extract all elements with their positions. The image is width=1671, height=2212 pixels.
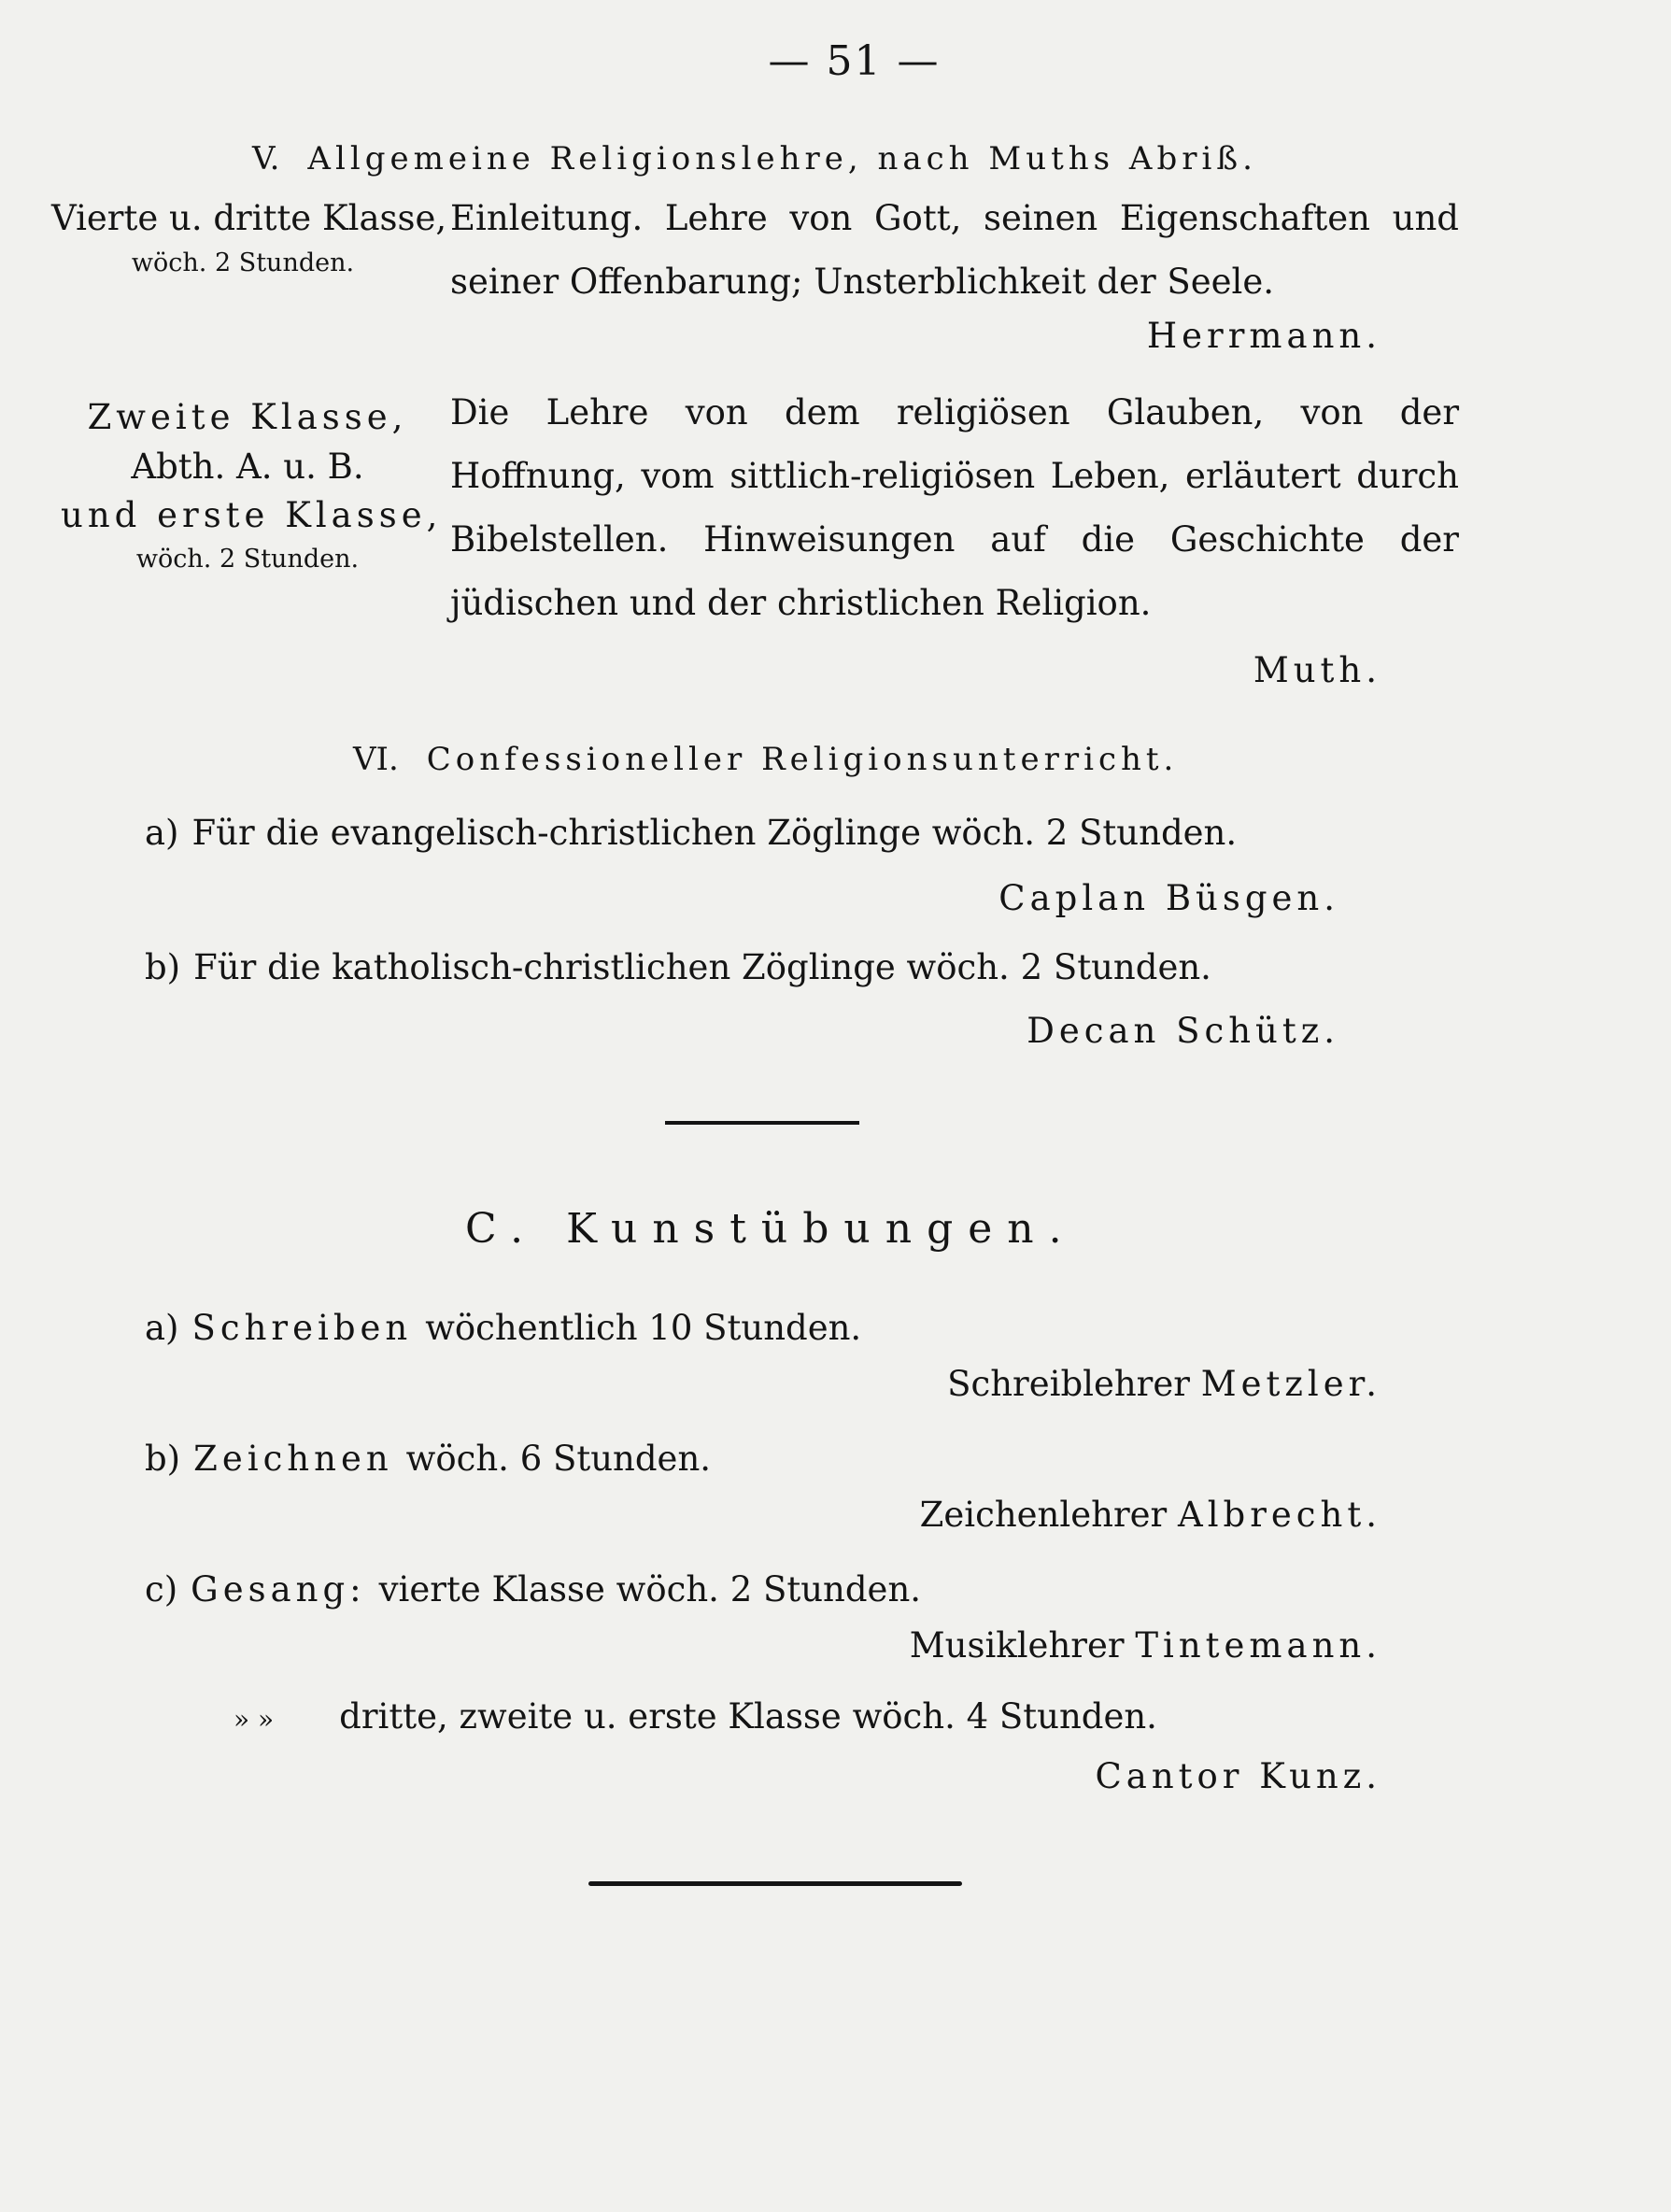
item-label: a)	[145, 813, 179, 853]
item-text: Für die evangelisch-christlichen Zöglinge wöch. 2 Stunden.	[191, 813, 1238, 853]
item-subject: Gesang:	[191, 1569, 366, 1609]
class-line-2: Abth. A. u. B.	[131, 447, 364, 487]
item-label: b)	[145, 1439, 181, 1479]
teacher-role: Musiklehrer	[909, 1625, 1125, 1666]
item-label: a)	[145, 1308, 179, 1348]
item-text: wöch. 6 Stunden.	[405, 1439, 712, 1479]
teacher-role: Schreiblehrer	[947, 1364, 1190, 1404]
section-vi-item-b	[145, 947, 1211, 987]
hours-label: wöch. 2 Stunden.	[135, 545, 360, 574]
item-subject: Zeichnen	[193, 1439, 393, 1479]
page-number: — 51 —	[768, 37, 941, 85]
section-c-heading: C. Kunstübungen.	[465, 1205, 1077, 1253]
teacher-signature	[910, 1625, 1381, 1666]
section-v-entry1-class	[51, 191, 447, 281]
section-c-item-c	[145, 1569, 921, 1609]
teacher-name: Metzler.	[1200, 1364, 1381, 1404]
section-v-title: Allgemeine Religionslehre, nach Muths Abriß.	[307, 140, 1257, 177]
teacher-signature: Cantor Kunz.	[1095, 1756, 1381, 1796]
class-line-3: und erste Klasse,	[61, 495, 443, 535]
teacher-name: Tintemann.	[1135, 1625, 1381, 1666]
end-rule	[588, 1881, 962, 1886]
class-label: Vierte u. dritte Klasse,	[51, 198, 447, 238]
hours-label: wöch. 2 Stunden.	[131, 248, 355, 277]
section-v-entry1-text: Einleitung. Lehre von Gott, seinen Eigenschaften und seiner Offenbarung; Unsterblichkeit der Seele.	[450, 198, 1459, 302]
teacher-signature: Herrmann.	[1146, 316, 1381, 356]
section-vi-number: VI.	[353, 741, 399, 778]
ditto-marks: » »	[234, 1704, 275, 1735]
item-text: vierte Klasse wöch. 2 Stunden.	[378, 1569, 922, 1609]
section-v-entry2-class	[61, 390, 443, 577]
section-v-number: V.	[252, 140, 280, 177]
item-text: wöchentlich 10 Stunden.	[425, 1308, 862, 1348]
class-line-1: Zweite Klasse,	[87, 397, 408, 437]
section-v-entry2-text: Die Lehre von dem religiösen Glauben, von der Hoffnung, vom sittlich-religiösen Leben, erläutert durch Bibelstellen. Hinweisungen auf die Geschichte der jüdischen und der christlichen Religion.	[450, 392, 1459, 623]
teacher-signature	[947, 1364, 1381, 1404]
teacher-signature: Muth.	[1253, 650, 1381, 690]
teacher-signature: Decan Schütz.	[1027, 1011, 1339, 1051]
item-label: c)	[145, 1569, 178, 1609]
item-text: dritte, zweite u. erste Klasse wöch. 4 Stunden.	[339, 1696, 1157, 1737]
teacher-signature	[920, 1495, 1381, 1535]
section-c-item-a	[145, 1308, 861, 1348]
item-label: b)	[145, 947, 181, 987]
section-c-item-c2	[234, 1696, 1157, 1737]
section-vi-heading	[353, 741, 1178, 778]
teacher-name: Albrecht.	[1177, 1495, 1381, 1535]
teacher-role: Zeichenlehrer	[919, 1495, 1168, 1535]
item-subject: Schreiben	[191, 1308, 413, 1348]
section-divider	[665, 1121, 859, 1125]
section-vi-item-a	[145, 813, 1237, 853]
section-c-item-b	[145, 1439, 711, 1479]
section-vi-title: Confessioneller Religionsunterricht.	[426, 741, 1179, 778]
item-text: Für die katholisch-christlichen Zöglinge wöch. 2 Stunden.	[193, 947, 1211, 987]
section-v-heading	[252, 140, 1257, 177]
teacher-signature: Caplan Büsgen.	[998, 878, 1339, 918]
